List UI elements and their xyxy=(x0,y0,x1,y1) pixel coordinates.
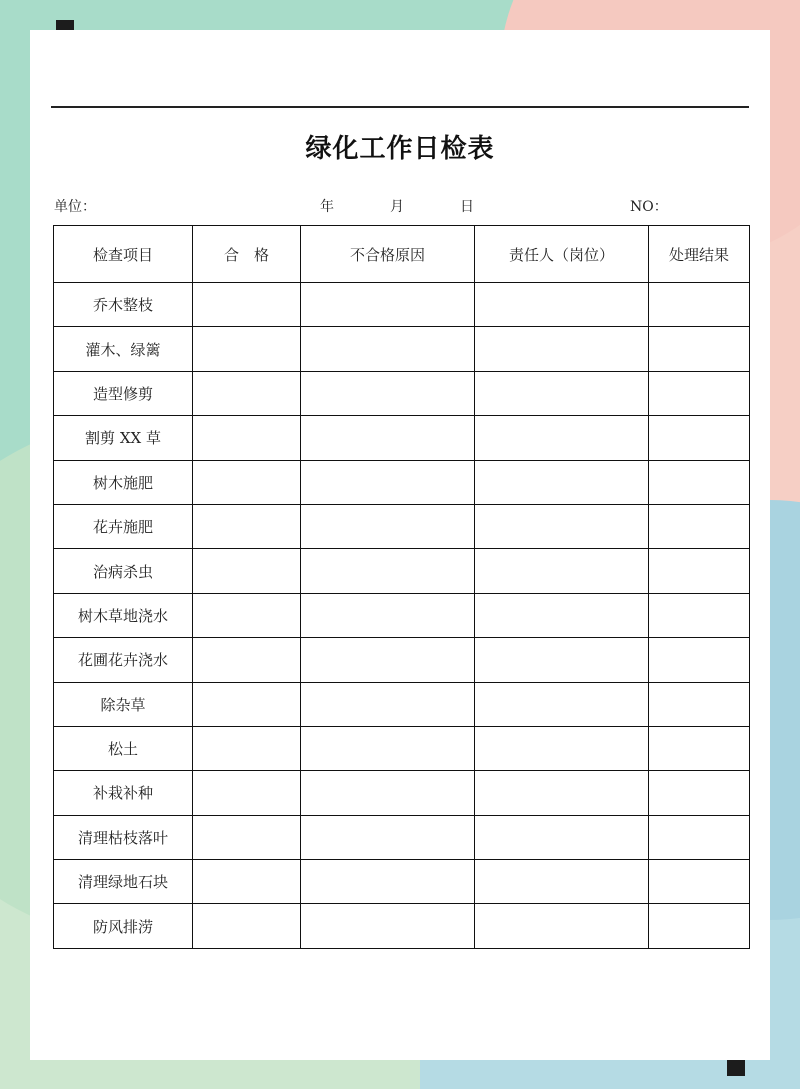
fail-reason-cell[interactable] xyxy=(301,815,475,859)
table-row xyxy=(54,593,750,637)
pass-cell[interactable] xyxy=(193,638,301,682)
document-paper xyxy=(30,30,770,1060)
fail-reason-cell[interactable] xyxy=(301,726,475,770)
table-row xyxy=(54,460,750,504)
pass-cell[interactable] xyxy=(193,904,301,948)
fail-reason-cell[interactable] xyxy=(301,904,475,948)
unit-label: 单位： xyxy=(54,199,96,215)
fail-reason-cell[interactable] xyxy=(301,593,475,637)
inspection-table xyxy=(53,225,750,949)
pass-cell[interactable] xyxy=(193,860,301,904)
responsible-cell[interactable] xyxy=(475,416,649,460)
header-responsible: 责任人（岗位） xyxy=(475,226,649,283)
table-row xyxy=(54,371,750,415)
month-label: 月 xyxy=(390,199,404,215)
year-label: 年 xyxy=(320,199,334,215)
pass-cell[interactable] xyxy=(193,593,301,637)
binder-clip-bottom xyxy=(727,1060,745,1076)
item-cell: 防风排涝 xyxy=(54,904,193,948)
result-cell[interactable] xyxy=(649,815,750,859)
responsible-cell[interactable] xyxy=(475,682,649,726)
result-cell[interactable] xyxy=(649,416,750,460)
pass-cell[interactable] xyxy=(193,371,301,415)
result-cell[interactable] xyxy=(649,504,750,548)
fail-reason-cell[interactable] xyxy=(301,638,475,682)
item-cell: 树木草地浇水 xyxy=(54,593,193,637)
responsible-cell[interactable] xyxy=(475,726,649,770)
result-cell[interactable] xyxy=(649,771,750,815)
responsible-cell[interactable] xyxy=(475,549,649,593)
fail-reason-cell[interactable] xyxy=(301,371,475,415)
pass-cell[interactable] xyxy=(193,815,301,859)
responsible-cell[interactable] xyxy=(475,638,649,682)
responsible-cell[interactable] xyxy=(475,460,649,504)
table-row xyxy=(54,283,750,327)
table-row xyxy=(54,416,750,460)
header-rule xyxy=(51,106,749,108)
item-cell: 乔木整枝 xyxy=(54,283,193,327)
table-row xyxy=(54,815,750,859)
header-result: 处理结果 xyxy=(649,226,750,283)
responsible-cell[interactable] xyxy=(475,593,649,637)
responsible-cell[interactable] xyxy=(475,327,649,371)
fail-reason-cell[interactable] xyxy=(301,771,475,815)
table-header-row xyxy=(54,226,750,283)
item-cell: 补栽补种 xyxy=(54,771,193,815)
table-row xyxy=(54,549,750,593)
item-cell: 清理绿地石块 xyxy=(54,860,193,904)
table-row xyxy=(54,771,750,815)
table-row xyxy=(54,682,750,726)
item-cell: 清理枯枝落叶 xyxy=(54,815,193,859)
fail-reason-cell[interactable] xyxy=(301,327,475,371)
table-row xyxy=(54,327,750,371)
table-row xyxy=(54,904,750,948)
result-cell[interactable] xyxy=(649,638,750,682)
fail-reason-cell[interactable] xyxy=(301,283,475,327)
table-row xyxy=(54,638,750,682)
result-cell[interactable] xyxy=(649,283,750,327)
fail-reason-cell[interactable] xyxy=(301,860,475,904)
table-row xyxy=(54,726,750,770)
result-cell[interactable] xyxy=(649,726,750,770)
pass-cell[interactable] xyxy=(193,416,301,460)
fail-reason-cell[interactable] xyxy=(301,460,475,504)
responsible-cell[interactable] xyxy=(475,904,649,948)
result-cell[interactable] xyxy=(649,371,750,415)
pass-cell[interactable] xyxy=(193,549,301,593)
responsible-cell[interactable] xyxy=(475,771,649,815)
result-cell[interactable] xyxy=(649,327,750,371)
item-cell: 造型修剪 xyxy=(54,371,193,415)
table-row xyxy=(54,504,750,548)
table-body xyxy=(54,283,750,949)
responsible-cell[interactable] xyxy=(475,860,649,904)
day-label: 日 xyxy=(460,199,474,215)
responsible-cell[interactable] xyxy=(475,504,649,548)
item-cell: 花卉施肥 xyxy=(54,504,193,548)
result-cell[interactable] xyxy=(649,460,750,504)
header-pass: 合 格 xyxy=(193,226,301,283)
pass-cell[interactable] xyxy=(193,726,301,770)
result-cell[interactable] xyxy=(649,549,750,593)
page-title: 绿化工作日检表 xyxy=(305,134,495,164)
pass-cell[interactable] xyxy=(193,682,301,726)
fail-reason-cell[interactable] xyxy=(301,549,475,593)
responsible-cell[interactable] xyxy=(475,371,649,415)
table-row xyxy=(54,860,750,904)
item-cell: 割剪 XX 草 xyxy=(54,416,193,460)
item-cell: 灌木、绿篱 xyxy=(54,327,193,371)
item-cell: 除杂草 xyxy=(54,682,193,726)
pass-cell[interactable] xyxy=(193,460,301,504)
header-fail-reason: 不合格原因 xyxy=(301,226,475,283)
pass-cell[interactable] xyxy=(193,771,301,815)
item-cell: 治病杀虫 xyxy=(54,549,193,593)
fail-reason-cell[interactable] xyxy=(301,416,475,460)
number-label: NO： xyxy=(630,199,668,215)
responsible-cell[interactable] xyxy=(475,815,649,859)
fail-reason-cell[interactable] xyxy=(301,682,475,726)
item-cell: 花圃花卉浇水 xyxy=(54,638,193,682)
responsible-cell[interactable] xyxy=(475,283,649,327)
pass-cell[interactable] xyxy=(193,327,301,371)
result-cell[interactable] xyxy=(649,682,750,726)
result-cell[interactable] xyxy=(649,904,750,948)
result-cell[interactable] xyxy=(649,593,750,637)
fail-reason-cell[interactable] xyxy=(301,504,475,548)
item-cell: 树木施肥 xyxy=(54,460,193,504)
pass-cell[interactable] xyxy=(193,283,301,327)
item-cell: 松土 xyxy=(54,726,193,770)
header-item: 检查项目 xyxy=(54,226,193,283)
pass-cell[interactable] xyxy=(193,504,301,548)
result-cell[interactable] xyxy=(649,860,750,904)
